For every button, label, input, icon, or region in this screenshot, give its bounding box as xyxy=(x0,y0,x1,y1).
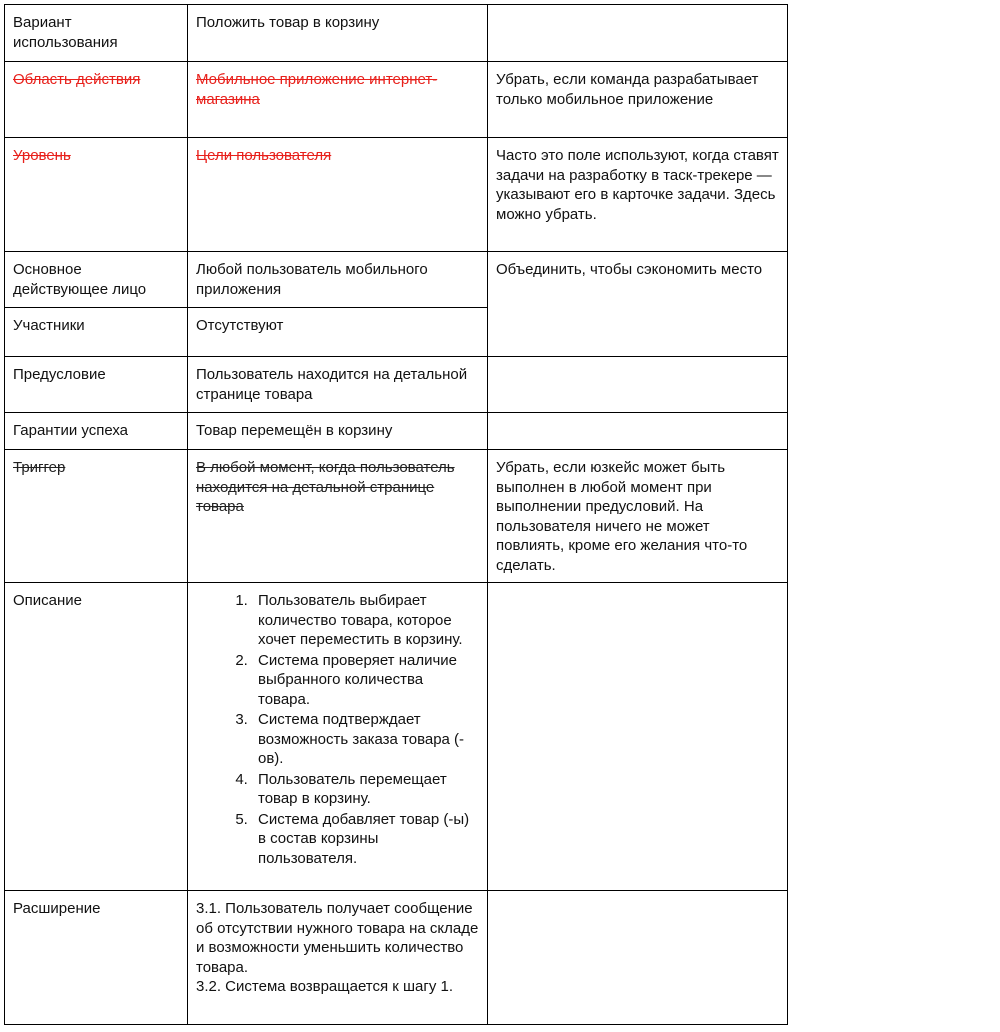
label-use-case: Вариант использования xyxy=(13,14,118,51)
table-row xyxy=(5,413,788,450)
row-value xyxy=(188,450,488,583)
list-item: 5. Система добавляет товар (-ы) в состав корзины пользователя. xyxy=(252,810,479,869)
use-case-table xyxy=(4,4,788,1025)
value-participants: Отсутствуют xyxy=(196,317,284,334)
value-scope: Мобильное приложение интернет-магазина xyxy=(196,71,438,108)
list-item: 2. Система проверяет наличие выбранного количества товара. xyxy=(252,651,479,710)
row-label xyxy=(5,138,188,252)
label-participants: Участники xyxy=(13,317,85,334)
label-trigger: Триггер xyxy=(13,459,66,476)
list-item: 4. Пользователь перемещает товар в корзину. xyxy=(252,770,479,809)
label-extension: Расширение xyxy=(13,900,101,917)
table-row xyxy=(5,62,788,138)
row-comment xyxy=(488,583,788,891)
comment-trigger: Убрать, если юзкейс может быть выполнен в любой момент при выполнении предусловий. На пользователя ничего не может повлиять, кроме его желания что-то сделать. xyxy=(496,459,748,574)
value-level: Цели пользователя xyxy=(196,147,332,164)
row-label xyxy=(5,252,188,308)
comment-merge: Объединить, чтобы сэкономить место xyxy=(496,261,763,278)
list-item: 3. Система подтверждает возможность заказа товара (-ов). xyxy=(252,710,479,769)
row-label xyxy=(5,891,188,1025)
label-success-guarantee: Гарантии успеха xyxy=(13,422,129,439)
table-row xyxy=(5,450,788,583)
row-value xyxy=(188,583,488,891)
label-primary-actor: Основное действующее лицо xyxy=(13,261,147,298)
label-level: Уровень xyxy=(13,147,71,164)
row-value xyxy=(188,357,488,413)
row-value xyxy=(188,252,488,308)
label-precondition: Предусловие xyxy=(13,366,106,383)
row-value xyxy=(188,5,488,62)
table-row xyxy=(5,891,788,1025)
row-label xyxy=(5,5,188,62)
row-value xyxy=(188,138,488,252)
row-comment xyxy=(488,413,788,450)
row-label xyxy=(5,308,188,357)
row-label xyxy=(5,62,188,138)
row-comment xyxy=(488,450,788,583)
row-comment xyxy=(488,891,788,1025)
row-label xyxy=(5,357,188,413)
row-comment xyxy=(488,138,788,252)
value-trigger: В любой момент, когда пользователь находится на детальной странице товара xyxy=(196,459,455,515)
value-primary-actor: Любой пользователь мобильного приложения xyxy=(196,261,428,298)
label-description: Описание xyxy=(13,592,83,609)
extension-line: 3.1. Пользователь получает сообщение об отсутствии нужного товара на складе и возможности уменьшить количество товара. xyxy=(196,900,479,976)
value-success-guarantee: Товар перемещён в корзину xyxy=(196,422,393,439)
row-value xyxy=(188,62,488,138)
row-value xyxy=(188,891,488,1025)
table-row xyxy=(5,5,788,62)
value-precondition: Пользователь находится на детальной странице товара xyxy=(196,366,468,403)
comment-level: Часто это поле используют, когда ставят задачи на разработку в таск-трекере — указывают его в карточке задачи. Здесь можно убрать. xyxy=(496,147,779,223)
row-value xyxy=(188,413,488,450)
row-comment xyxy=(488,62,788,138)
row-comment xyxy=(488,5,788,62)
comment-scope: Убрать, если команда разрабатывает только мобильное приложение xyxy=(496,71,759,108)
value-use-case: Положить товар в корзину xyxy=(196,14,380,31)
table-row xyxy=(5,252,788,308)
table-row xyxy=(5,138,788,252)
extension-line: 3.2. Система возвращается к шагу 1. xyxy=(196,978,454,995)
label-scope: Область действия xyxy=(13,71,141,88)
table-row xyxy=(5,583,788,891)
row-label xyxy=(5,450,188,583)
row-comment xyxy=(488,252,788,357)
row-comment xyxy=(488,357,788,413)
table-row xyxy=(5,357,788,413)
row-label xyxy=(5,413,188,450)
row-label xyxy=(5,583,188,891)
row-value xyxy=(188,308,488,357)
description-steps xyxy=(196,591,479,868)
list-item: 1. Пользователь выбирает количество товара, которое хочет переместить в корзину. xyxy=(252,591,479,650)
